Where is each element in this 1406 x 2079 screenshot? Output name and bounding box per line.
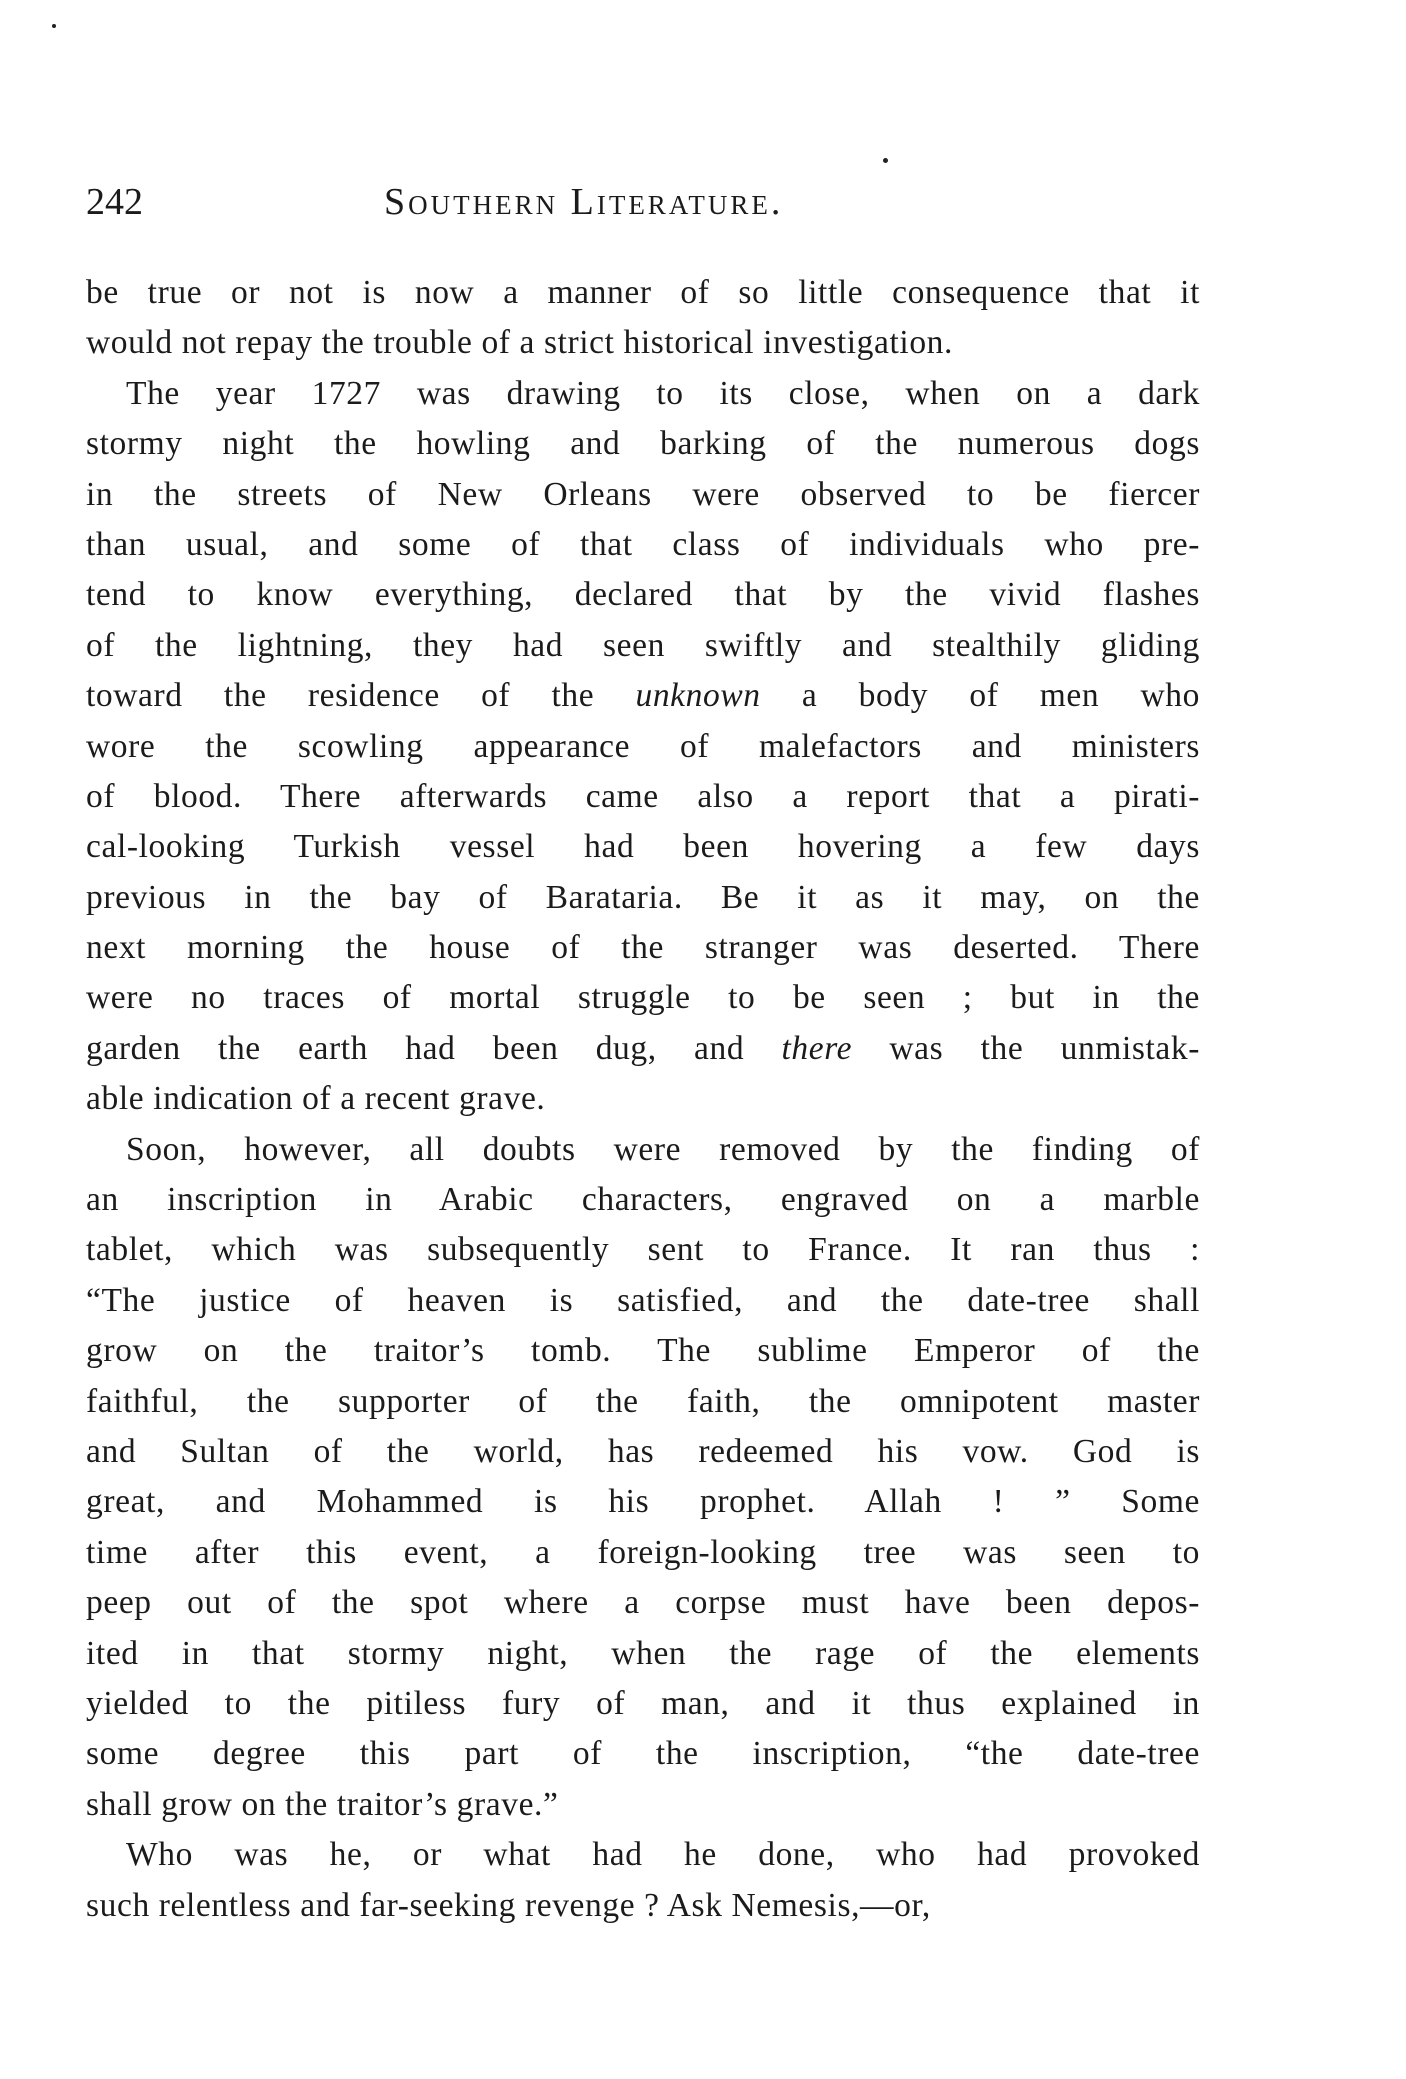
- text-segment: toward the residence of the: [86, 677, 636, 715]
- text-line: shall grow on the traitor’s grave.”: [86, 1785, 559, 1823]
- text-line: and Sultan of the world, has redeemed his vow. God is: [86, 1432, 1200, 1470]
- text-line: cal-looking Turkish vessel had been hovering a few days: [86, 828, 1200, 866]
- text-line: grow on the traitor’s tomb. The sublime Emperor of the: [86, 1332, 1200, 1370]
- text-line: of blood. There afterwards came also a report that a pirati-: [86, 777, 1200, 815]
- text-line: next morning the house of the stranger was deserted. There: [86, 929, 1200, 967]
- text-line: Soon, however, all doubts were removed by the finding of: [126, 1130, 1200, 1168]
- text-line: The year 1727 was drawing to its close, when on a dark: [126, 374, 1200, 412]
- text-segment: garden the earth had been dug, and: [86, 1029, 782, 1067]
- text-line: such relentless and far-seeking revenge ? Ask Nemesis,—or,: [86, 1886, 931, 1924]
- text-line: be true or not is now a manner of so little consequence that it: [86, 274, 1200, 311]
- text-line: yielded to the pitiless fury of man, and it thus explained in: [86, 1684, 1200, 1722]
- text-line: of the lightning, they had seen swiftly and stealthily gliding: [86, 626, 1200, 664]
- text-line: wore the scowling appearance of malefactors and ministers: [86, 727, 1200, 765]
- text-line: faithful, the supporter of the faith, the omnipotent master: [86, 1382, 1200, 1420]
- text-segment: was the unmistak-: [852, 1029, 1200, 1067]
- ink-speck: [883, 158, 888, 163]
- body-text: [86, 268, 1200, 1931]
- paragraph: [86, 1830, 1200, 1931]
- italic-word: unknown: [635, 677, 761, 715]
- text-line: some degree this part of the inscription, “the date-tree: [86, 1735, 1200, 1773]
- paragraph: [86, 369, 1200, 1125]
- text-line: time after this event, a foreign-looking tree was seen to: [86, 1533, 1200, 1571]
- text-line: [86, 1024, 1200, 1074]
- paragraph: [86, 1125, 1200, 1830]
- text-line: “The justice of heaven is satisfied, and the date-tree shall: [86, 1281, 1200, 1319]
- text-line: Who was he, or what had he done, who had provoked: [126, 1836, 1200, 1874]
- text-line: tend to know everything, declared that by the vivid flashes: [86, 576, 1200, 614]
- paragraph: [86, 268, 1200, 369]
- text-line: were no traces of mortal struggle to be seen ; but in the: [86, 979, 1200, 1017]
- text-segment: a body of men who: [760, 677, 1200, 715]
- text-line: in the streets of New Orleans were observed to be fiercer: [86, 475, 1200, 513]
- text-line: great, and Mohammed is his prophet. Allah ! ” Some: [86, 1483, 1200, 1521]
- text-line: an inscription in Arabic characters, engraved on a marble: [86, 1181, 1200, 1219]
- text-line: stormy night the howling and barking of the numerous dogs: [86, 425, 1200, 463]
- text-line: previous in the bay of Barataria. Be it as it may, on the: [86, 878, 1200, 916]
- text-line: tablet, which was subsequently sent to France. It ran thus :: [86, 1231, 1200, 1269]
- text-line: [86, 671, 1200, 721]
- page-header: [86, 180, 1200, 232]
- text-line: would not repay the trouble of a strict historical investigation.: [86, 324, 953, 362]
- text-line: than usual, and some of that class of individuals who pre-: [86, 525, 1200, 563]
- page-number: 242: [86, 181, 143, 223]
- text-line: peep out of the spot where a corpse must have been depos-: [86, 1584, 1200, 1622]
- text-line: ited in that stormy night, when the rage of the elements: [86, 1634, 1200, 1672]
- running-head: Southern Literature.: [384, 181, 784, 223]
- ink-speck: [52, 24, 56, 28]
- italic-word: there: [781, 1029, 853, 1067]
- text-line: able indication of a recent grave.: [86, 1080, 546, 1118]
